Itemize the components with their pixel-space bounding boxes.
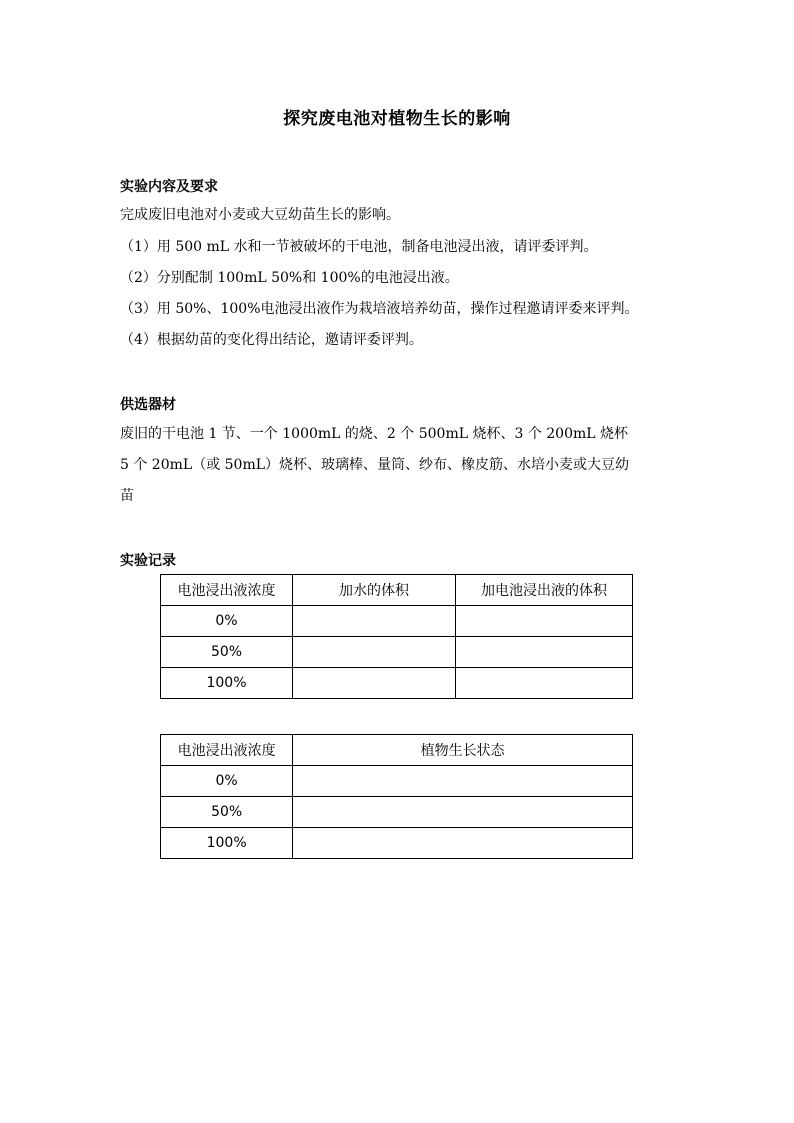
concentration-cell: 50% bbox=[161, 797, 293, 828]
record-table-volume bbox=[160, 574, 633, 699]
table-row bbox=[161, 637, 633, 668]
content-line-5: （4）根据幼苗的变化得出结论，邀请评委评判。 bbox=[120, 332, 423, 348]
water-volume-cell[interactable] bbox=[293, 668, 456, 699]
concentration-cell: 100% bbox=[161, 828, 293, 859]
content-line-4: （3）用 50%、100%电池浸出液作为栽培液培养幼苗，操作过程邀请评委来评判。 bbox=[120, 301, 639, 317]
section-heading-record: 实验记录 bbox=[120, 553, 176, 569]
section-heading-content: 实验内容及要求 bbox=[120, 179, 218, 195]
growth-status-cell[interactable] bbox=[293, 828, 633, 859]
water-volume-cell[interactable] bbox=[293, 606, 456, 637]
table-header-cell: 电池浸出液浓度 bbox=[161, 735, 293, 766]
concentration-cell: 0% bbox=[161, 766, 293, 797]
growth-status-cell[interactable] bbox=[293, 797, 633, 828]
record-table-growth bbox=[160, 734, 633, 859]
table-header-cell: 加电池浸出液的体积 bbox=[456, 575, 633, 606]
materials-line-3: 苗 bbox=[120, 488, 134, 504]
concentration-cell: 0% bbox=[161, 606, 293, 637]
section-heading-materials: 供选器材 bbox=[120, 397, 176, 413]
materials-line-2: 5 个 20mL（或 50mL）烧杯、玻璃棒、量筒、纱布、橡皮筋、水培小麦或大豆幼 bbox=[120, 457, 630, 473]
concentration-cell: 50% bbox=[161, 637, 293, 668]
table-header-cell: 植物生长状态 bbox=[293, 735, 633, 766]
water-volume-cell[interactable] bbox=[293, 637, 456, 668]
leachate-volume-cell[interactable] bbox=[456, 637, 633, 668]
table-row bbox=[161, 828, 633, 859]
table-header-cell: 电池浸出液浓度 bbox=[161, 575, 293, 606]
document-title: 探究废电池对植物生长的影响 bbox=[283, 109, 511, 129]
leachate-volume-cell[interactable] bbox=[456, 668, 633, 699]
table-header-cell: 加水的体积 bbox=[293, 575, 456, 606]
leachate-volume-cell[interactable] bbox=[456, 606, 633, 637]
table-row bbox=[161, 606, 633, 637]
table-header-row bbox=[161, 735, 633, 766]
table-row bbox=[161, 797, 633, 828]
content-line-1: 完成废旧电池对小麦或大豆幼苗生长的影响。 bbox=[120, 207, 400, 223]
table-row bbox=[161, 668, 633, 699]
table-header-row bbox=[161, 575, 633, 606]
growth-status-cell[interactable] bbox=[293, 766, 633, 797]
content-line-3: （2）分别配制 100mL 50%和 100%的电池浸出液。 bbox=[120, 270, 459, 286]
table-row bbox=[161, 766, 633, 797]
concentration-cell: 100% bbox=[161, 668, 293, 699]
materials-line-1: 废旧的干电池 1 节、一个 1000mL 的烧、2 个 500mL 烧杯、3 个 200mL 烧杯 bbox=[120, 426, 629, 442]
content-line-2: （1）用 500 mL 水和一节被破坏的干电池，制备电池浸出液，请评委评判。 bbox=[120, 239, 598, 255]
